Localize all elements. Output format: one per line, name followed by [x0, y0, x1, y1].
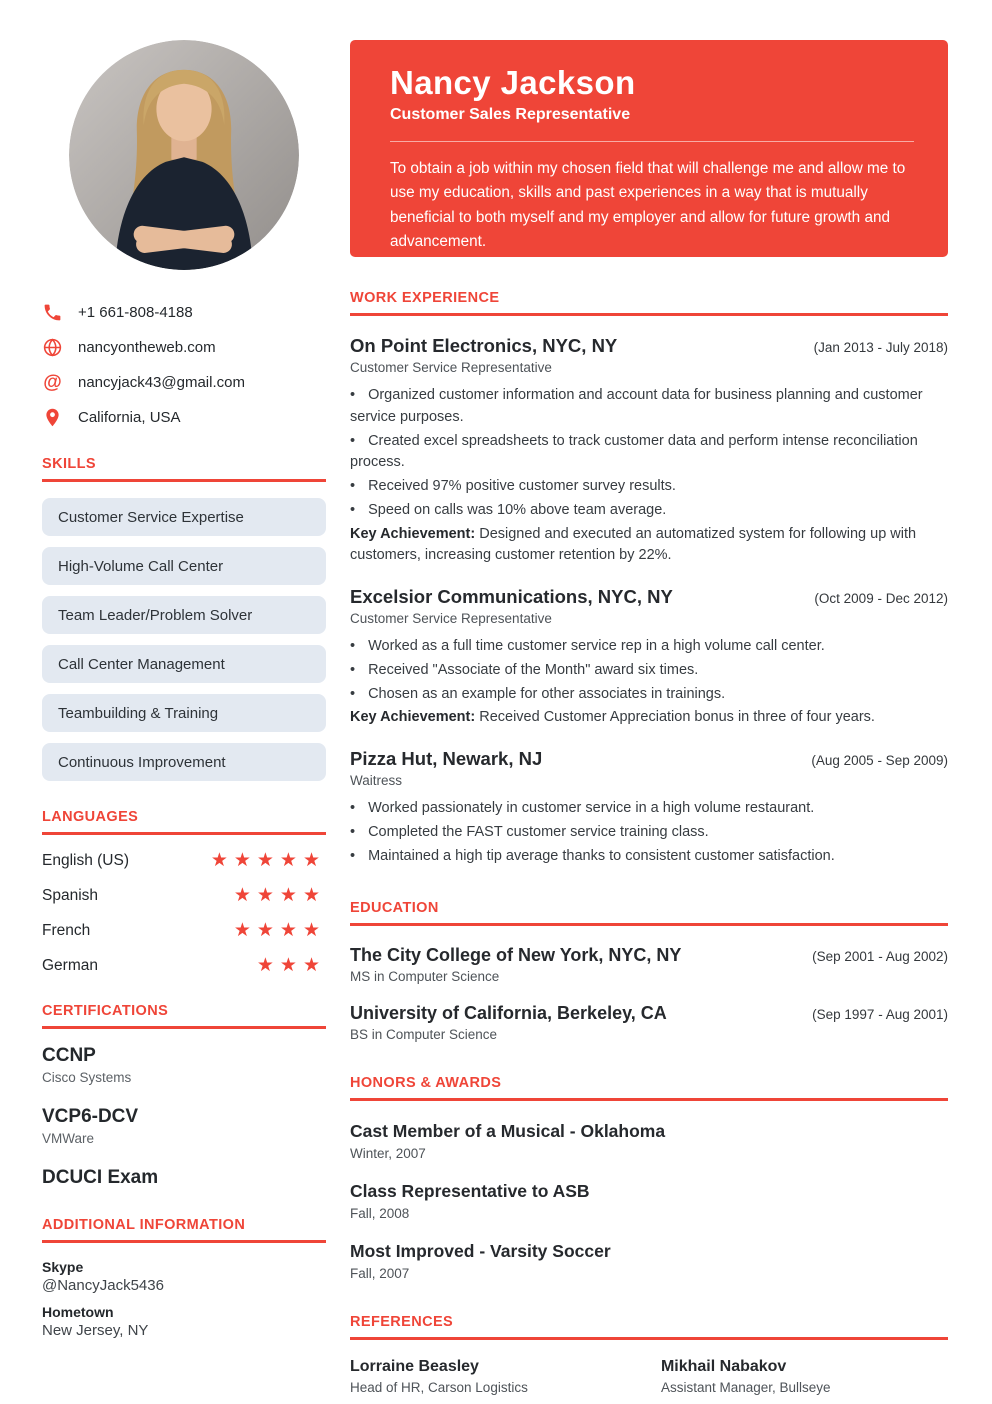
contact-website — [42, 337, 326, 358]
language-name: French — [42, 921, 91, 939]
school-name: University of California, Berkeley, CA — [350, 1003, 667, 1024]
date-range: (Aug 2005 - Sep 2009) — [811, 753, 948, 768]
bullet-item: • Received "Associate of the Month" award six times. — [350, 660, 948, 682]
award-entry — [350, 1121, 948, 1161]
profile-photo — [69, 40, 299, 270]
award-entry — [350, 1181, 948, 1221]
award-date: Fall, 2008 — [350, 1206, 410, 1222]
bullet-list — [350, 636, 948, 705]
info-label: Skype — [42, 1259, 84, 1275]
main-column — [350, 0, 948, 1404]
info-value: @NancyJack5436 — [42, 1277, 164, 1294]
candidate-title: Customer Sales Representative — [390, 106, 631, 123]
honors-awards-section — [350, 1075, 948, 1281]
star-rating: ★★★ — [256, 955, 326, 976]
degree-name: BS in Computer Science — [350, 1027, 498, 1043]
skills-section — [42, 456, 326, 781]
key-achievement — [350, 524, 948, 568]
date-range: (Sep 2001 - Aug 2002) — [812, 949, 948, 965]
certifications-section — [42, 1003, 326, 1189]
education-entry-header — [350, 945, 948, 966]
certifications-heading: CERTIFICATIONS — [42, 1003, 326, 1029]
key-achievement-text: Designed and executed an automatized system for following up with customers, increasing customer retention by 22%. — [350, 525, 917, 564]
reference-role: Assistant Manager, Bullseye — [660, 1380, 831, 1396]
additional-info-heading: ADDITIONAL INFORMATION — [42, 1217, 326, 1243]
portrait-illustration — [69, 40, 299, 270]
bullet-list — [350, 385, 948, 522]
school-name: The City College of New York, NYC, NY — [350, 945, 682, 966]
contact-phone — [42, 302, 326, 323]
language-row — [42, 956, 326, 975]
key-achievement-label: Key Achievement: — [350, 709, 476, 726]
references-grid — [350, 1358, 948, 1395]
languages-heading: LANGUAGES — [42, 809, 326, 835]
certification-item — [42, 1106, 326, 1146]
language-name: German — [42, 956, 98, 974]
education-entry — [350, 1003, 948, 1042]
hero-divider — [390, 141, 914, 142]
certification-item — [42, 1167, 326, 1189]
key-achievement-text: Received Customer Appreciation bonus in three of four years. — [479, 709, 875, 726]
languages-section — [42, 809, 326, 975]
additional-info-section — [42, 1217, 326, 1339]
education-entry-header — [350, 1003, 948, 1024]
star-rating: ★★★★ — [233, 920, 326, 941]
bullet-list — [350, 798, 948, 867]
work-experience-heading: WORK EXPERIENCE — [350, 290, 948, 316]
education-heading: EDUCATION — [350, 900, 948, 926]
additional-info-item — [42, 1304, 326, 1339]
work-entry-header — [350, 748, 948, 770]
job-title: Waitress — [350, 773, 403, 788]
bullet-item: • Speed on calls was 10% above team average. — [350, 500, 948, 522]
references-heading: REFERENCES — [350, 1314, 948, 1340]
skill-pill: Customer Service Expertise — [42, 498, 326, 536]
honors-awards-heading: HONORS & AWARDS — [350, 1075, 948, 1101]
skill-pill: Call Center Management — [42, 645, 326, 683]
certification-org: Cisco Systems — [42, 1070, 132, 1085]
website-url: nancyontheweb.com — [78, 339, 216, 356]
skill-pill: Team Leader/Problem Solver — [42, 596, 326, 634]
contact-list — [42, 302, 326, 428]
company-name: Excelsior Communications, NYC, NY — [350, 586, 673, 607]
skills-heading: SKILLS — [42, 456, 326, 482]
work-entry-header — [350, 586, 948, 608]
work-entry — [350, 586, 948, 729]
education-section — [350, 900, 948, 1042]
additional-info-item — [42, 1259, 326, 1294]
key-achievement — [350, 707, 948, 729]
work-experience-section — [350, 290, 948, 867]
bullet-item: • Worked passionately in customer service in a high volume restaurant. — [350, 798, 948, 820]
location-text: California, USA — [78, 409, 181, 426]
hero-banner — [350, 40, 948, 257]
language-name: English (US) — [42, 851, 129, 869]
award-date: Fall, 2007 — [350, 1266, 410, 1282]
reference-name: Mikhail Nabakov — [660, 1358, 787, 1376]
pin-icon — [42, 407, 63, 428]
date-range: (Oct 2009 - Dec 2012) — [814, 591, 948, 606]
language-row — [42, 921, 326, 940]
work-entry — [350, 748, 948, 867]
email-address: nancyjack43@gmail.com — [78, 374, 245, 391]
language-row — [42, 851, 326, 870]
award-date: Winter, 2007 — [350, 1146, 426, 1162]
job-title: Customer Service Representative — [350, 360, 552, 375]
certification-item — [42, 1045, 326, 1085]
date-range: (Jan 2013 - July 2018) — [813, 340, 948, 355]
date-range: (Sep 1997 - Aug 2001) — [812, 1007, 948, 1023]
award-title: Class Representative to ASB — [350, 1181, 590, 1202]
contact-location — [42, 407, 326, 428]
award-title: Cast Member of a Musical - Oklahoma — [350, 1121, 666, 1142]
language-row — [42, 886, 326, 905]
job-title: Customer Service Representative — [350, 611, 552, 626]
bullet-item: • Worked as a full time customer service rep in a high volume call center. — [350, 636, 948, 658]
sidebar — [42, 0, 326, 1404]
education-entry — [350, 945, 948, 984]
award-entry — [350, 1241, 948, 1281]
work-entry — [350, 335, 948, 567]
objective-text: To obtain a job within my chosen field that will challenge me and allow me to use my education, skills and past experiences in a way that is mutually beneficial to both myself and my employer and allow for future growth and advancement. — [390, 160, 906, 251]
skill-pill: High-Volume Call Center — [42, 547, 326, 585]
certification-org: VMWare — [42, 1131, 95, 1146]
bullet-item: • Organized customer information and account data for business planning and customer service purposes. — [350, 385, 948, 429]
reference-name: Lorraine Beasley — [350, 1358, 479, 1376]
at-icon: @ — [43, 372, 62, 393]
work-entry-header — [350, 335, 948, 357]
phone-number: +1 661-808-4188 — [78, 304, 193, 321]
skill-pill: Teambuilding & Training — [42, 694, 326, 732]
star-rating: ★★★★★ — [210, 850, 326, 871]
certification-name: CCNP — [42, 1045, 96, 1066]
language-name: Spanish — [42, 886, 99, 904]
key-achievement-label: Key Achievement: — [350, 525, 476, 542]
info-label: Hometown — [42, 1304, 114, 1320]
bullet-item: • Received 97% positive customer survey results. — [350, 476, 948, 498]
bullet-item: • Created excel spreadsheets to track customer data and perform intense reconciliation process. — [350, 431, 948, 475]
certification-name: VCP6-DCV — [42, 1106, 139, 1127]
reference-entry — [350, 1358, 661, 1395]
skill-pill: Continuous Improvement — [42, 743, 326, 781]
bullet-item: • Completed the FAST customer service training class. — [350, 822, 948, 844]
contact-email — [42, 372, 326, 393]
reference-role: Head of HR, Carson Logistics — [350, 1380, 528, 1396]
company-name: Pizza Hut, Newark, NJ — [350, 748, 543, 769]
company-name: On Point Electronics, NYC, NY — [350, 335, 618, 356]
phone-icon — [42, 302, 63, 323]
degree-name: MS in Computer Science — [350, 969, 500, 985]
references-section — [350, 1314, 948, 1395]
bullet-item: • Maintained a high tip average thanks to consistent customer satisfaction. — [350, 846, 948, 868]
globe-icon — [42, 337, 63, 358]
reference-entry — [661, 1358, 948, 1395]
candidate-name: Nancy Jackson — [390, 64, 636, 101]
bullet-item: • Chosen as an example for other associates in trainings. — [350, 684, 948, 706]
award-title: Most Improved - Varsity Soccer — [350, 1241, 611, 1262]
info-value: New Jersey, NY — [42, 1322, 149, 1339]
star-rating: ★★★★ — [233, 885, 326, 906]
certification-name: DCUCI Exam — [42, 1167, 159, 1188]
